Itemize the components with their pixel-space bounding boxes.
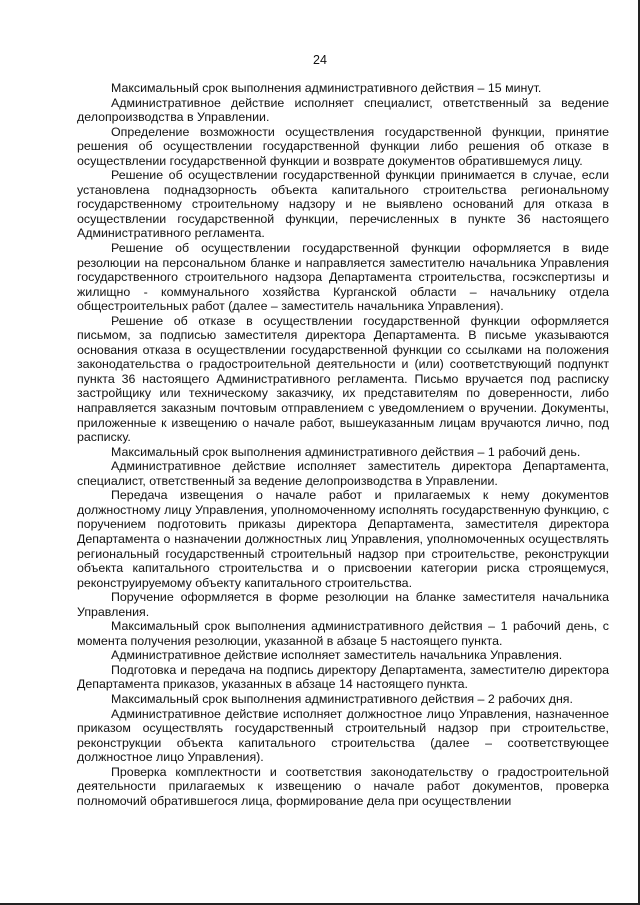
paragraph: Подготовка и передача на подпись директору Департамента, заместителю директора Департамента приказов, указанных в абзаце 14 настоящего пункта. bbox=[77, 662, 609, 692]
paragraph: Передача извещения о начале работ и прилагаемых к нему документов должностному лицу Управления, уполномоченному исполнять государственную функцию, с поручением подготовить приказы директора Департамента, заместителя директора Департамента о назначении должностных лиц Управления, уполномоченных осуществлять региональный государственный строительный надзор при строительстве, реконструкции объекта капитального строительства и о присвоении категории риска строящемуся, реконструируемому объекту капитального строительства. bbox=[77, 488, 609, 590]
paragraph: Административное действие исполняет должностное лицо Управления, назначенное приказом осуществлять государственный строительный надзор при строительстве, реконструкции объекта капитального строительства (далее – соответствующее должностное лицо Управления). bbox=[77, 706, 609, 765]
page-number: 24 bbox=[313, 53, 327, 67]
paragraph: Административное действие исполняет заместитель начальника Управления. bbox=[111, 648, 563, 663]
paragraph: Определение возможности осуществления государственной функции, принятие решения об осуществлении государственной функции либо решения об отказе в осуществлении государственной функции и возврате документов обратившемуся лицу. bbox=[77, 124, 609, 168]
paragraph: Решение об осуществлении государственной функции оформляется в виде резолюции на персональном бланке и направляется заместителю начальника Управления государственного строительного надзора Департамента строительства, госэкспертизы и жилищно - коммунального хозяйства Курганской области – начальнику отдела общестроительных работ (далее – заместитель начальника Управления). bbox=[77, 241, 609, 314]
paragraph: Проверка комплектности и соответствия законодательству о градостроительной деятельности прилагаемых к извещению о начале работ документов, проверка полномочий обратившегося лица, формирование дела при осуществлении bbox=[77, 764, 609, 808]
paragraph: Административное действие исполняет специалист, ответственный за ведение делопроизводства в Управлении. bbox=[77, 95, 609, 125]
paragraph: Административное действие исполняет заместитель директора Департамента, специалист, ответственный за ведение делопроизводства в Управлении. bbox=[77, 459, 609, 488]
paragraph: Максимальный срок выполнения административного действия – 2 рабочих дня. bbox=[111, 691, 573, 706]
paragraph: Максимальный срок выполнения административного действия – 15 минут. bbox=[111, 81, 542, 95]
paragraph: Решение об осуществлении государственной функции принимается в случае, если установлена поднадзорность объекта капитального строительства региональному государственному строительному надзору и не выявлено оснований для отказа в осуществлении государственной функции, перечисленных в пункте 36 настоящего Административного регламента. bbox=[77, 168, 609, 241]
document-body bbox=[77, 81, 609, 808]
paragraph: Решение об отказе в осуществлении государственной функции оформляется письмом, за подписью заместителя директора Департамента. В письме указываются основания отказа в осуществлении государственной функции со ссылками на положения законодательства о градостроительной деятельности и (или) соответствующий подпункт пункта 36 настоящего Административного регламента. Письмо вручается под расписку застройщику или техническому заказчику, их представителям по доверенности, либо направляется заказным почтовым отправлением с уведомлением о вручении. Документы, приложенные к извещению о начале работ, вышеуказанным лицам вручаются лично, под расписку. bbox=[77, 313, 609, 445]
paragraph: Максимальный срок выполнения административного действия – 1 рабочий день, с момента получения резолюции, указанной в абзаце 5 настоящего пункта. bbox=[77, 619, 609, 648]
paragraph: Максимальный срок выполнения административного действия – 1 рабочий день. bbox=[111, 444, 581, 459]
paragraph: Поручение оформляется в форме резолюции на бланке заместителя начальника Управления. bbox=[77, 590, 609, 619]
